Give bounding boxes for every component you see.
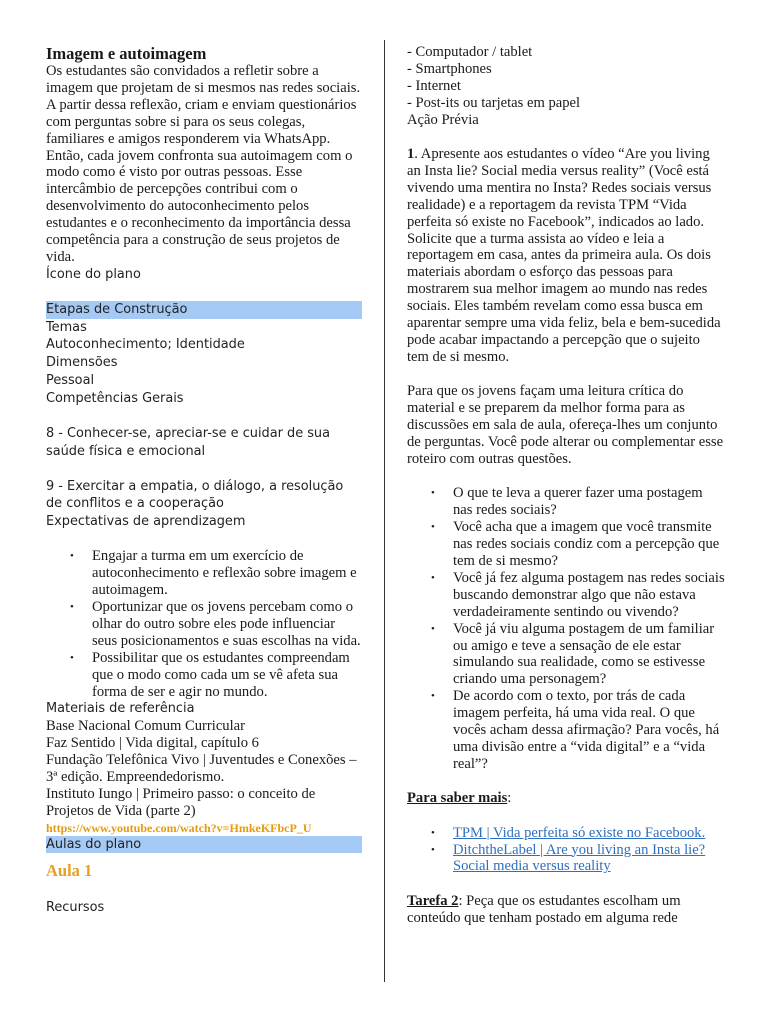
column-divider — [384, 40, 385, 982]
ditchthelabel-link[interactable]: DitchtheLabel | Are you living an Insta lie? Social media versus reality — [453, 841, 706, 875]
recurso-postits: - Post-its ou tarjetas em papel — [407, 94, 581, 111]
step-1-paragraph — [407, 146, 725, 366]
temas-value: Autoconhecimento; Identidade — [46, 337, 245, 353]
spacer — [407, 366, 725, 384]
material-iungo: Instituto Iungo | Primeiro passo: o conceito de Projetos de Vida (parte 2) — [46, 785, 316, 819]
list-item: • Você acha que a imagem que você transmite nas redes sociais condiz com a percepção que tem de si mesmo? — [453, 519, 725, 570]
saber-mais-links — [407, 825, 725, 876]
list-item — [453, 842, 725, 876]
list-item: • O que te leva a querer fazer uma postagem nas redes sociais? — [453, 485, 725, 519]
recurso-internet: - Internet — [407, 77, 461, 94]
competencias-label: Competências Gerais — [46, 390, 184, 406]
spacer — [46, 460, 362, 478]
spacer — [46, 853, 362, 861]
spacer — [407, 807, 725, 825]
dimensoes-value: Pessoal — [46, 372, 95, 388]
para-que-paragraph: Para que os jovens façam uma leitura crítica do material e se preparem da melhor forma para as discussões em sala de aula, ofereça-lhes um conjunto de perguntas. Você pode alterar ou complementar esse roteiro com outras questões. — [407, 383, 724, 467]
youtube-link[interactable]: https://www.youtube.com/watch?v=HmkeKFbcP_U — [46, 820, 312, 835]
left-column — [46, 44, 362, 917]
aula-1-title: Aula 1 — [46, 861, 93, 881]
spacer — [407, 468, 725, 486]
spacer — [46, 881, 362, 899]
tpm-link[interactable]: TPM | Vida perfeita só existe no Facebook. — [453, 824, 706, 841]
spacer — [46, 284, 362, 302]
tarefa-2-paragraph — [407, 893, 725, 927]
step-number: 1 — [407, 146, 415, 163]
saber-mais-heading — [407, 790, 725, 807]
list-item: • De acordo com o texto, por trás de cada imagem perfeita, há uma vida real. O que vocês acham dessa afirmação? Para vocês, há uma divisão entre a “vida digital” e a “vida real”? — [453, 688, 725, 773]
materiais-label: Materiais de referência — [46, 701, 195, 717]
temas-label: Temas — [46, 319, 87, 335]
expectativas-list — [46, 548, 362, 700]
material-fundacao: Fundação Telefônica Vivo | Juventudes e Conexões – 3ª edição. Empreendedorismo. — [46, 751, 357, 785]
spacer — [46, 531, 362, 549]
plan-title: Imagem e autoimagem — [46, 44, 207, 63]
spacer — [46, 407, 362, 425]
tarefa-label: Tarefa 2 — [407, 892, 459, 909]
competencia-9: 9 - Exercitar a empatia, o diálogo, a resolução de conflitos e a cooperação — [46, 478, 344, 512]
plan-intro: Os estudantes são convidados a refletir sobre a imagem que projetam de si mesmos nas redes sociais. A partir dessa reflexão, criam e enviam questionários com perguntas sobre si para os seus colegas, familiares e amigos responderem via WhatsApp. Então, cada jovem confronta sua autoimagem com o modo como é visto por outras pessoas. Esse intercâmbio de percepções contribui com o desenvolvimento do autoconhecimento pelos estudantes e o reconhecimento da importância dessa competência para a construção de seus projetos de vida. — [46, 63, 361, 265]
expectativas-label: Expectativas de aprendizagem — [46, 514, 246, 530]
list-item: • Você já viu alguma postagem de um familiar ou amigo e teve a sensação de ele estar simulando sua realidade, como se estivesse criando uma personagem? — [453, 621, 725, 689]
list-item: • Oportunizar que os jovens percebam como o olhar do outro sobre eles pode influenciar seus posicionamentos e suas escolhas na vida. — [92, 599, 362, 650]
tarefa-text: : Peça que os estudantes escolham um conteúdo que tenham postado em alguma rede — [407, 892, 681, 926]
spacer — [407, 129, 725, 147]
recurso-computador: - Computador / tablet — [407, 44, 533, 60]
step-text: . Apresente aos estudantes o vídeo “Are you living an Insta lie? Social media versus reality” (Você está vivendo uma mentira no Insta? Redes sociais versus realidade) e a reportagem da revista TPM “Vida perfeita só existe no Facebook”, indicados ao lado. Solicite que a turma assista ao vídeo e leia a reportagem em casa, antes da primeira aula. Os dois materiais abordam o esforço das pessoas para mostrarem sua melhor imagem ao mundo nas redes sociais. Eles também revelam como essa busca em aparentar sempre uma vida feliz, bela e bem-sucedida pode acabar impactando a percepção que o sujeito tem de si mesmo. — [407, 146, 721, 365]
material-faz-sentido: Faz Sentido | Vida digital, capítulo 6 — [46, 735, 259, 752]
list-item: • Você já fez alguma postagem nas redes sociais buscando demonstrar algo que não estava verdadeiramente sentindo ou vivendo? — [453, 570, 725, 621]
acao-previa: Ação Prévia — [407, 111, 479, 128]
recurso-smartphones: - Smartphones — [407, 60, 492, 77]
spacer — [407, 875, 725, 893]
competencia-8: 8 - Conhecer-se, apreciar-se e cuidar de sua saúde física e emocional — [46, 425, 331, 459]
saber-mais-colon: : — [507, 790, 512, 807]
dimensoes-label: Dimensões — [46, 355, 118, 371]
material-bncc: Base Nacional Comum Curricular — [46, 718, 245, 735]
list-item — [453, 825, 725, 842]
right-column — [407, 44, 725, 927]
etapas-heading: Etapas de Construção — [46, 301, 362, 319]
perguntas-list — [407, 485, 725, 772]
spacer — [407, 773, 725, 791]
aulas-heading: Aulas do plano — [46, 836, 362, 854]
icone-label: Ícone do plano — [46, 266, 141, 282]
recursos-label: Recursos — [46, 899, 105, 915]
list-item: • Engajar a turma em um exercício de autoconhecimento e reflexão sobre imagem e autoimagem. — [92, 548, 362, 599]
saber-mais-label: Para saber mais — [407, 790, 508, 807]
list-item: • Possibilitar que os estudantes compreendam que o modo como cada um se vê afeta sua forma de ser e agir no mundo. — [92, 650, 362, 701]
